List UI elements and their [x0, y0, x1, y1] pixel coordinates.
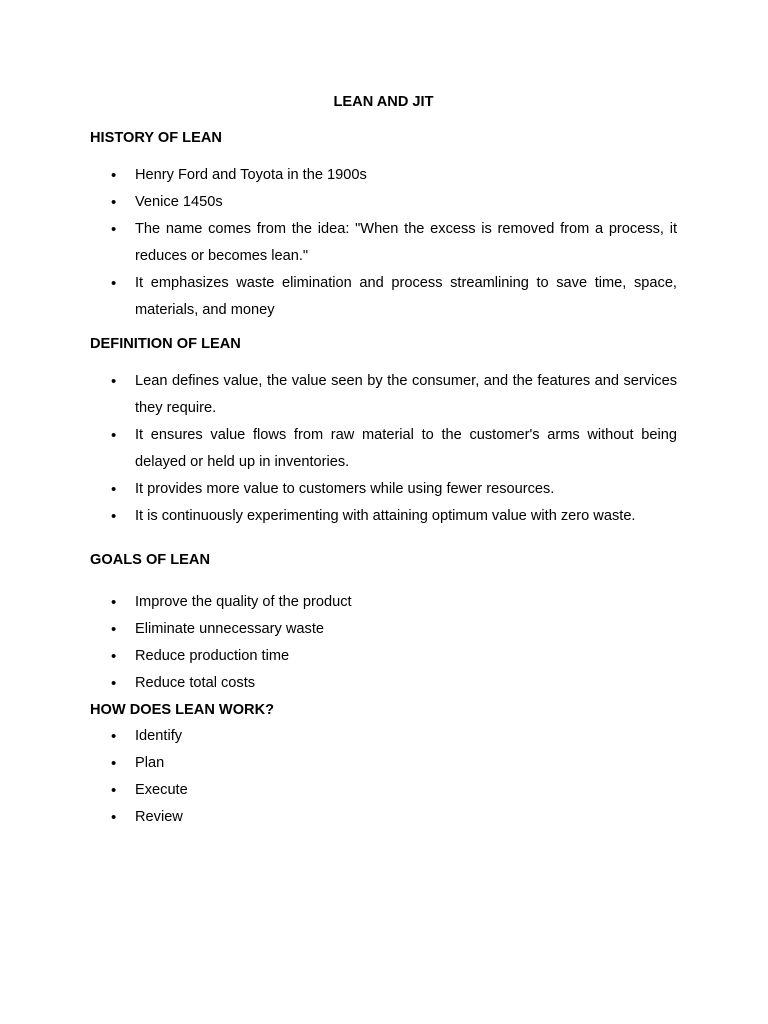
list-item [90, 189, 677, 216]
list-item-text: Lean defines value, the value seen by the consumer, and the features and services they require. [135, 373, 677, 416]
list-item-text: Venice 1450s [135, 194, 223, 210]
list-item-text: It ensures value flows from raw material to the customer's arms without being delayed or held up in inventories. [135, 427, 677, 470]
list-item-text: Improve the quality of the product [135, 594, 352, 610]
bullet-icon: • [111, 167, 117, 184]
bullet-icon: • [111, 728, 117, 745]
bullet-icon: • [111, 275, 117, 292]
section-heading-how-lean-works: HOW DOES LEAN WORK? [90, 702, 275, 718]
list-item-text: It is continuously experimenting with attaining optimum value with zero waste. [135, 508, 636, 524]
list-item [90, 422, 677, 476]
bullet-icon: • [111, 481, 117, 498]
list-item [90, 777, 677, 804]
bullet-icon: • [111, 221, 117, 238]
list-item-text: Identify [135, 728, 183, 744]
goals-list [90, 589, 677, 697]
bullet-icon: • [111, 755, 117, 772]
bullet-icon: • [111, 809, 117, 826]
list-item-text: It emphasizes waste elimination and process streamlining to save time, space, materials, and money [135, 275, 677, 318]
bullet-icon: • [111, 675, 117, 692]
list-item [90, 589, 677, 616]
list-item [90, 804, 677, 831]
list-item-text: Eliminate unnecessary waste [135, 621, 324, 637]
bullet-icon: • [111, 427, 117, 444]
list-item [90, 270, 677, 324]
definition-list [90, 368, 677, 530]
list-item [90, 503, 677, 530]
list-item-text: Reduce total costs [135, 675, 256, 691]
bullet-icon: • [111, 373, 117, 390]
list-item-text: Henry Ford and Toyota in the 1900s [135, 167, 367, 183]
section-heading-history: HISTORY OF LEAN [90, 130, 222, 146]
bullet-icon: • [111, 508, 117, 525]
how-lean-works-list [90, 723, 677, 831]
bullet-icon: • [111, 594, 117, 611]
list-item-text: Review [135, 809, 183, 825]
list-item [90, 616, 677, 643]
list-item [90, 476, 677, 503]
list-item [90, 670, 677, 697]
list-item-text: It provides more value to customers while using fewer resources. [135, 481, 555, 497]
list-item [90, 216, 677, 270]
list-item [90, 368, 677, 422]
section-heading-definition: DEFINITION OF LEAN [90, 336, 241, 352]
list-item [90, 643, 677, 670]
list-item [90, 723, 677, 750]
document-title: LEAN AND JIT [333, 94, 434, 110]
list-item-text: Execute [135, 782, 188, 798]
list-item-text: Reduce production time [135, 648, 290, 664]
bullet-icon: • [111, 621, 117, 638]
list-item [90, 750, 677, 777]
history-list [90, 162, 677, 324]
bullet-icon: • [111, 648, 117, 665]
document-page [90, 92, 677, 831]
bullet-icon: • [111, 782, 117, 799]
list-item-text: The name comes from the idea: "When the excess is removed from a process, it reduces or becomes lean." [135, 221, 677, 264]
bullet-icon: • [111, 194, 117, 211]
list-item [90, 162, 677, 189]
list-item-text: Plan [135, 755, 165, 771]
section-heading-goals: GOALS OF LEAN [90, 552, 210, 568]
